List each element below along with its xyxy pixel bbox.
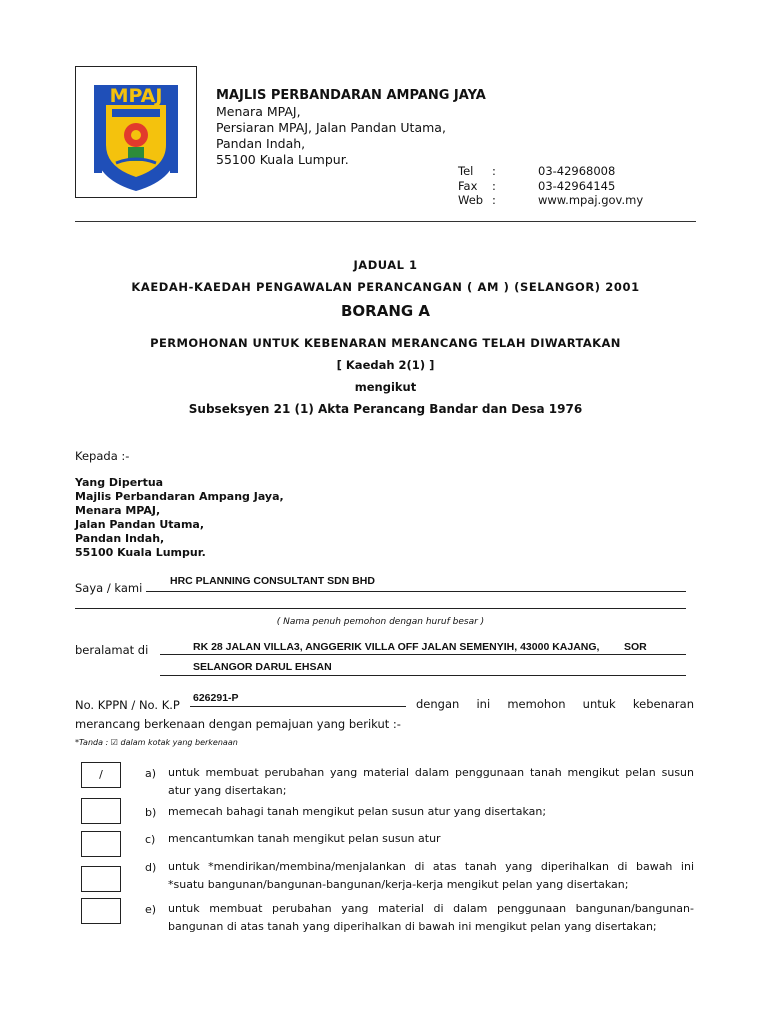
option-letter: a)	[145, 767, 157, 780]
saya-line-2	[75, 608, 686, 609]
title-borang: BORANG A	[340, 302, 431, 320]
alamat-input-2[interactable]: SELANGOR DARUL EHSAN	[193, 661, 332, 673]
title-kaedah2: [ Kaedah 2(1) ]	[336, 358, 435, 372]
contact-web: Web : www.mpaj.gov.my	[458, 193, 644, 207]
checkbox-option-a[interactable]: /	[81, 762, 121, 788]
logo-frame	[75, 66, 197, 198]
option-b-text: memecah bahagi tanah mengikut pelan susun atur yang disertakan;	[168, 805, 547, 818]
alamat-line-2	[160, 675, 686, 676]
org-address-line: Pandan Indah,	[216, 136, 306, 151]
saya-label: Saya / kami	[75, 581, 143, 595]
title-jadual: JADUAL 1	[353, 258, 418, 272]
option-d-text: untuk *mendirikan/membina/menjalankan di atas tanah yang diperihalkan di bawah ini *suatu bangunan/bangunan-bangunan/kerja-kerja mengikut pelan yang disertakan;	[168, 860, 694, 891]
kppn-label: No. KPPN / No. K.P	[75, 698, 180, 712]
nama-note: ( Nama penuh pemohon dengan huruf besar )	[276, 617, 485, 627]
recipient-address: Yang Dipertua Majlis Perbandaran Ampang Jaya, Menara MPAJ, Jalan Pandan Utama, Pandan Indah, 55100 Kuala Lumpur.	[75, 476, 284, 559]
alamat-line-1	[160, 654, 686, 655]
option-letter: d)	[145, 861, 157, 874]
title-permohonan: PERMOHONAN UNTUK KEBENARAN MERANCANG TELAH DIWARTAKAN	[150, 336, 621, 350]
svg-text:MPAJ: MPAJ	[109, 85, 163, 107]
memohon-text: dengan ini memohon untuk kebenaran	[416, 697, 694, 711]
contact-fax: Fax : 03-42964145	[458, 178, 616, 193]
option-letter: e)	[145, 903, 157, 916]
header-divider	[75, 221, 696, 222]
org-name: MAJLIS PERBANDARAN AMPANG JAYA	[216, 88, 486, 103]
kppn-line	[190, 706, 406, 707]
saya-input[interactable]: HRC PLANNING CONSULTANT SDN BHD	[170, 575, 375, 587]
option-letter: c)	[145, 833, 156, 846]
alamat-label: beralamat di	[75, 643, 149, 657]
contact-block	[458, 164, 643, 208]
option-a-text: untuk membuat perubahan yang material dalam penggunaan tanah mengikut pelan susun atur yang disertakan;	[168, 766, 694, 797]
checkbox-option-c[interactable]	[81, 831, 121, 857]
org-address-line: Menara MPAJ,	[216, 104, 301, 119]
title-subseksyen: Subseksyen 21 (1) Akta Perancang Bandar dan Desa 1976	[188, 402, 583, 416]
org-address-line: Persiaran MPAJ, Jalan Pandan Utama,	[216, 120, 446, 135]
contact-tel: Tel : 03-42968008	[458, 164, 616, 178]
alamat-input-1-tail: SOR	[624, 641, 647, 653]
checkbox-option-d[interactable]	[81, 866, 121, 892]
saya-line	[146, 591, 686, 592]
title-mengikut: mengikut	[354, 380, 417, 394]
mpaj-logo	[76, 67, 196, 197]
option-e-text: untuk membuat perubahan yang material di dalam penggunaan bangunan/bangunan- bangunan di atas tanah yang diperihalkan di bawah ini mengikut pelan yang disertakan;	[168, 902, 694, 933]
tanda-note: *Tanda : ☑ dalam kotak yang berkenaan	[75, 738, 238, 747]
alamat-input-1[interactable]: RK 28 JALAN VILLA3, ANGGERIK VILLA OFF JALAN SEMENYIH, 43000 KAJANG,	[193, 641, 600, 653]
option-c-text: mencantumkan tanah mengikut pelan susun atur	[168, 832, 441, 845]
option-letter: b)	[145, 806, 157, 819]
kepada-label: Kepada :-	[75, 449, 130, 463]
checkbox-option-b[interactable]	[81, 798, 121, 824]
merancang-text: merancang berkenaan dengan pemajuan yang berikut :-	[75, 717, 401, 731]
checkbox-option-e[interactable]	[81, 898, 121, 924]
org-address-line: 55100 Kuala Lumpur.	[216, 152, 349, 167]
kppn-input[interactable]: 626291-P	[193, 692, 239, 704]
title-kaedah: KAEDAH-KAEDAH PENGAWALAN PERANCANGAN ( AM ) (SELANGOR) 2001	[131, 280, 640, 294]
org-info	[216, 88, 486, 168]
